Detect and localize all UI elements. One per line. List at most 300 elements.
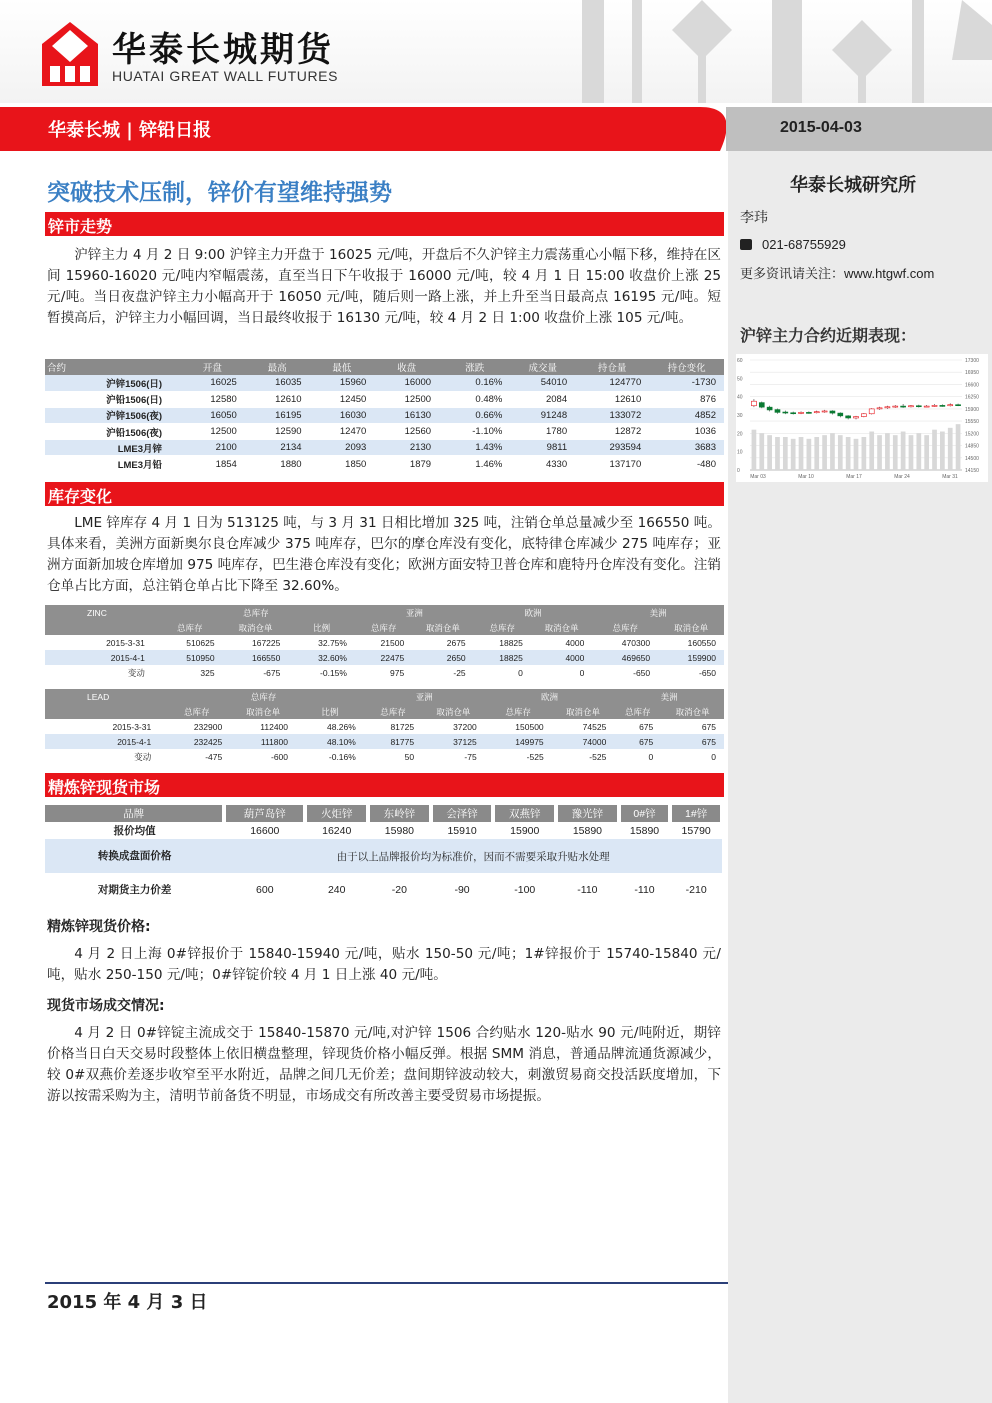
table-cell: 3683 [649,440,724,456]
table-cell: 12500 [180,424,245,440]
volume-bar [940,432,945,471]
price-cell: 16600 [250,824,280,837]
row-label: 2015-3-31 [106,637,145,648]
table-cell: 12590 [245,424,310,440]
contract-name: 沪锌1506(日) [45,375,180,391]
convert-note: 由于以上品牌报价均为标准价，因而不需要采取升贴水处理 [224,839,722,873]
table-row [45,749,724,764]
brand-header: 火炬锌 [305,805,368,822]
table-cell: 4000 [565,637,585,648]
y-left-tick-label: 60 [737,358,743,364]
table-cell: 12610 [245,391,310,407]
volume-bar [901,432,906,471]
volume-bar [759,433,764,470]
sub-header: 总库存 [157,620,223,635]
table-cell: 1854 [180,456,245,472]
phone-number: 021-68755929 [762,237,846,252]
candle-body [783,412,788,413]
phone-icon [740,239,752,250]
table-cell: 469650 [592,650,658,665]
candle-body [759,403,764,408]
table-cell: 111800 [230,734,296,749]
column-header: 最高 [245,359,310,375]
price-cell: 15980 [384,824,414,837]
group-header: 欧洲 [474,605,593,620]
table-cell: 510950 [157,650,223,665]
report-date: 2015-04-03 [780,119,862,136]
y-left-tick-label: 30 [737,413,743,419]
candle-body [940,405,945,406]
y-right-tick-label: 14150 [965,468,979,474]
column-header: 最低 [310,359,375,375]
chart-title: 沪锌主力合约近期表现： [740,326,917,345]
table-cell: 1880 [245,456,310,472]
inventory-paragraph: LME 锌库存 4 月 1 日为 513125 吨，与 3 月 31 日相比增加 325 吨，注销仓单总量减少至 166550 吨。具体来看，美洲方面新奥尔良仓库减少 375 吨库存，巴尔的摩仓库没有变化，底特律仓库减少 275 吨库存；亚洲方面新加坡仓库增加 975 吨库存，巴生港仓库没有变化；欧洲方面安特卫普仓库和鹿特丹仓库没有变化。注销仓单占比方面，总注销仓单占比下降至 32.60%。 [47,515,721,594]
volume-bar [948,428,953,470]
group-header: 总库存 [157,605,355,620]
zinc-trend-paragraph: 沪锌主力 4 月 2 日 9:00 沪锌主力开盘于 16025 元/吨，开盘后不久沪锌主力震荡重心小幅下移，维持在区间 15960-16020 元/吨内窄幅震荡，直至当日下午收报于 16000 元/吨，较 4 月 1 日 15:00 收盘价上涨 25 元/吨。当日夜盘沪锌主力小幅高开于 16050 元/吨，随后则一路上涨，并上升至当日最高点 16195 元/吨。短暂摸高后，沪锌主力小幅回调，当日最终收报于 16130 元/吨，较 4 月 2 日 1:00 收盘价上涨 105 元/吨。 [47,247,721,326]
section-heading-zinc-trend [45,212,724,236]
table-cell: 149975 [485,734,552,749]
y-left-tick-label: 50 [737,376,743,383]
x-tick-label: Mar 10 [798,474,814,480]
page-header [0,0,992,103]
table-cell: 0 [648,751,654,762]
volume-bar [956,424,961,470]
volume-bar [885,433,890,470]
table-cell: 74525 [582,721,607,732]
table-cell: 16050 [180,407,245,423]
table-cell: 4852 [649,407,724,423]
volume-bar [846,437,851,470]
table-row [45,456,724,472]
table-cell: 232425 [163,734,230,749]
candle-body [775,410,780,413]
table-cell: 293594 [575,440,649,456]
y-right-tick-label: 17300 [965,358,979,364]
volume-bar [767,435,772,470]
sub-header: 取消仓单 [552,704,615,719]
price-cell: 15900 [510,824,540,837]
table-cell: 510625 [186,637,215,648]
table-cell: -650 [633,667,651,678]
row-label: 转换成盘面价格 [45,839,224,873]
column-header: 持仓变化 [649,359,724,375]
section-heading-text: 锌市走势 [48,217,113,236]
group-header: 亚洲 [364,689,485,704]
brand-header: 0#锌 [619,805,671,822]
candle-body [901,406,906,407]
table-cell: 975 [389,667,405,678]
column-header: 成交量 [510,359,575,375]
y-right-tick-label: 16250 [965,394,979,401]
group-header: 美洲 [614,689,724,704]
candle-body [956,405,961,406]
table-cell: -600 [270,751,288,762]
candle-body [838,413,843,416]
table-row [45,424,724,440]
candle-body [853,417,858,418]
table-cell: 675 [639,721,654,732]
table-cell: 160550 [687,637,716,648]
x-tick-label: Mar 17 [846,474,862,480]
author-name: 李玮 [740,210,768,226]
table-cell: 16130 [374,407,439,423]
y-left-tick-label: 20 [737,431,743,438]
spot-deal-heading: 现货市场成交情况: [47,998,165,1014]
candle-body [767,407,772,410]
table-cell: 675 [661,734,724,749]
company-name-cn: 华泰长城期货 [112,30,334,70]
sub-header: 比例 [296,704,364,719]
table-cell: 81725 [390,721,415,732]
candle-body [908,406,913,407]
brand-header: 会泽锌 [431,805,494,822]
section-heading-spot-market [45,773,724,797]
price-row [45,822,722,839]
volume-bar [869,432,874,471]
table-row [45,665,724,680]
volume-bar [814,437,819,470]
table-cell: 0.48% [439,391,510,407]
candle-body [791,413,796,414]
table-cell: 4330 [510,456,575,472]
table-cell: 0 [518,667,523,678]
table-cell: -675 [263,667,281,678]
spot-brand-table [45,805,724,907]
y-right-tick-label: 16600 [965,382,979,389]
table-cell: 12872 [575,424,649,440]
table-cell: 1850 [310,456,375,472]
column-header: 持仓量 [575,359,649,375]
volume-bar [791,439,796,470]
group-header: 总库存 [163,689,364,704]
table-cell: 1036 [649,424,724,440]
candle-body [751,401,756,406]
table-cell: 16030 [310,407,375,423]
table-cell: 0 [711,751,716,762]
table-cell: 32.75% [318,637,347,648]
candle-body [877,408,882,409]
spread-cell: -20 [391,884,407,896]
table-row [45,391,724,407]
sub-header: 总库存 [163,704,230,719]
group-header: 美洲 [592,605,724,620]
sub-header: 总库存 [485,704,552,719]
section-heading-text: 精炼锌现货市场 [48,778,161,797]
volume-bar [861,437,866,470]
row-label: 报价均值 [113,825,156,837]
table-cell: -650 [698,667,716,678]
table-cell: 12470 [310,424,375,440]
section-heading-inventory [45,482,724,506]
table-cell: 12500 [374,391,439,407]
group-header: 欧洲 [485,689,615,704]
candle-body [830,411,835,413]
table-row [45,407,724,423]
y-right-tick-label: 14850 [965,443,979,450]
contract-name: 沪铅1506(日) [45,391,180,407]
group-header: 亚洲 [355,605,474,620]
group-header-row [45,605,724,620]
market-table [45,359,724,473]
table-cell: 18825 [499,637,523,648]
y-left-tick-label: 40 [737,394,743,401]
table-row [45,734,724,749]
price-cell: 15890 [572,824,603,837]
table-cell: 0.66% [439,407,510,423]
table-cell: 133072 [575,407,649,423]
sub-header: 取消仓单 [223,620,289,635]
table-cell: -480 [649,456,724,472]
lead-stock-table [45,689,724,764]
table-cell: 12610 [575,391,649,407]
table-cell: 1879 [374,456,439,472]
table-cell: 12560 [374,424,439,440]
sub-header: 总库存 [474,620,531,635]
table-cell: -1.10% [439,424,510,440]
sub-header: 取消仓单 [658,620,724,635]
table-cell: 16195 [245,407,310,423]
volume-bar [916,433,921,470]
company-name-en: HUATAI GREAT WALL FUTURES [112,68,339,84]
table-cell: 124770 [575,375,649,391]
table-cell: 16025 [180,375,245,391]
table-cell: 15960 [310,375,375,391]
brand-header: 双燕锌 [493,805,556,822]
section-heading-text: 库存变化 [48,487,113,506]
footer-date: 2015 年 4 月 3 日 [47,1292,208,1313]
row-label: 2015-4-1 [45,734,163,749]
table-cell: 2675 [446,637,466,648]
table-cell: -525 [589,751,607,762]
candle-body [924,406,929,407]
table-cell: 74000 [552,734,615,749]
candle-body [799,412,804,413]
brand-header: 豫光锌 [556,805,619,822]
table-cell: 1780 [510,424,575,440]
table-cell: 1.46% [439,456,510,472]
column-header: 开盘 [180,359,245,375]
y-right-tick-label: 16950 [965,370,979,377]
price-cell: 15910 [447,824,477,837]
zinc-stock-table [45,605,724,680]
volume-bar [775,437,780,470]
candle-body [814,412,819,413]
y-right-tick-label: 15900 [965,406,979,413]
main-title: 突破技术压制，锌价有望维持强势 [47,180,392,206]
spread-cell: -110 [577,884,598,896]
spread-cell: -210 [685,884,707,896]
contract-name: LME3月铅 [45,456,180,472]
sub-header: 比例 [288,620,355,635]
table-cell: 22475 [355,650,412,665]
price-cell: 15890 [629,824,660,837]
volume-bar [909,435,914,470]
footer-divider [45,1282,728,1284]
sub-header-row [45,704,724,719]
table-cell: 159900 [658,650,724,665]
table-cell: 2100 [180,440,245,456]
sub-header: 取消仓单 [531,620,593,635]
candle-body [869,409,874,414]
sub-header: 取消仓单 [412,620,474,635]
spot-deal-paragraph: 4 月 2 日 0#锌锭主流成交于 15840-15870 元/吨,对沪锌 1506 合约贴水 120-贴水 90 元/吨附近，期锌价格当日白天交易时段整体上依旧横盘整理，锌现货价格小幅反弹。根据 SMM 消息，普通品牌流通货源减少，较 0#双燕价差逐步收窄至平水附近，品牌之间几无价差；盘间期锌波动较大，刺激贸易商交投活跃度增加，下游以按需采购为主，清明节前备货不明显，市场成交有所改善主要受贸易市场提振。 [47,1025,721,1104]
y-left-tick-label: 0 [737,468,740,474]
sub-header: 总库存 [614,704,661,719]
table-cell: 48.10% [296,734,364,749]
spread-cell: -100 [514,884,536,896]
more-info-label: 更多资讯请关注： [740,267,845,282]
table-row [45,375,724,391]
sub-header: 取消仓单 [661,704,724,719]
table-cell: 325 [200,667,215,678]
company-logo [42,22,98,86]
sub-header: 总库存 [355,620,412,635]
table-cell: 876 [649,391,724,407]
candle-body [893,406,898,407]
table-cell: 54010 [510,375,575,391]
price-cell: 15790 [681,824,711,837]
table-cell: -75 [464,751,477,762]
sub-header-row [45,620,724,635]
volume-bar [932,430,937,470]
volume-bar [854,439,859,470]
y-right-tick-label: 14500 [965,455,979,462]
institute-name: 华泰长城研究所 [790,175,916,196]
brand-header: 东岭锌 [368,805,431,822]
table-cell: 81775 [364,734,422,749]
sub-header: 总库存 [364,704,422,719]
table-row [45,635,724,650]
table-cell: 2093 [310,440,375,456]
volume-bar [838,435,843,470]
table-cell: 167225 [251,637,281,648]
table-row [45,719,724,734]
table-cell: 50 [404,751,415,762]
row-label: 2015-3-31 [112,721,152,732]
price-chart [736,354,988,482]
table-row [45,440,724,456]
table-cell: -525 [526,751,544,762]
brand-header-row [45,805,722,822]
table-cell: -475 [205,751,223,762]
contract-name: 沪锌1506(夜) [45,407,180,423]
brand-header: 葫芦岛锌 [224,805,305,822]
table-cell: 21500 [380,637,405,648]
table-cell: -25 [453,667,466,678]
y-right-tick-label: 15550 [965,419,979,426]
table-cell: 2134 [245,440,310,456]
candle-body [916,406,921,407]
volume-bar [822,435,827,470]
table-cell: 18825 [474,650,531,665]
report-title: 华泰长城 | 锌铅日报 [48,120,212,141]
volume-bar [783,437,788,470]
header-decoration [572,0,992,103]
x-tick-label: Mar 24 [894,474,910,480]
table-cell: 37125 [422,734,485,749]
candle-body [822,411,827,412]
volume-bar [799,437,804,470]
market-table-header [45,359,724,375]
table-cell: 166550 [223,650,289,665]
spot-price-paragraph: 4 月 2 日上海 0#锌报价于 15840-15940 元/吨，贴水 150-50 元/吨；1#锌报价于 15740-15840 元/吨，贴水 250-150 元/吨；0#锌锭价较 4 月 1 日上涨 40 元/吨。 [47,946,721,983]
row-label: 2015-4-1 [45,650,157,665]
table-row [45,650,724,665]
brand-header: 1#锌 [670,805,722,822]
row-label: 变动 [134,751,152,762]
column-header: 涨跌 [439,359,510,375]
contract-name: 沪铅1506(夜) [45,424,180,440]
volume-bar [924,435,929,470]
table-cell: 12450 [310,391,375,407]
sub-header: 总库存 [592,620,658,635]
table-cell: 4000 [531,650,593,665]
table-cell: 2130 [374,440,439,456]
table-cell: 0 [579,667,585,678]
table-cell: 16000 [374,375,439,391]
price-cell: 16240 [322,824,352,837]
candle-body [846,416,851,418]
metal-label: LEAD [45,689,163,704]
candle-body [806,412,811,413]
y-right-tick-label: 15200 [965,431,979,438]
table-cell: 48.26% [326,721,356,732]
spread-cell: -110 [634,884,655,896]
column-header: 收盘 [374,359,439,375]
phone-row [740,237,846,252]
volume-bar [752,430,757,470]
sub-header-blank [45,620,157,635]
spot-price-heading: 精炼锌现货价格: [47,919,151,935]
y-left-tick-label: 10 [737,449,743,456]
table-cell: -0.16% [328,751,356,762]
table-cell: 675 [701,721,716,732]
contract-name: LME3月锌 [45,440,180,456]
metal-label: ZINC [45,605,157,620]
table-cell: 37200 [453,721,477,732]
more-info [740,263,934,282]
volume-bar [877,435,882,470]
spread-cell: 600 [256,884,274,896]
table-cell: 675 [614,734,661,749]
x-tick-label: Mar 03 [750,474,766,480]
candle-body [932,405,937,406]
table-cell: 2650 [412,650,474,665]
volume-bar [893,435,898,470]
table-cell: 1.43% [439,440,510,456]
candle-body [948,405,953,406]
sub-header-blank [45,704,163,719]
table-cell: 0.16% [439,375,510,391]
table-cell: 137170 [575,456,649,472]
table-cell: -0.15% [320,667,347,678]
table-cell: 16035 [245,375,310,391]
row-label: 对期货主力价差 [97,884,172,896]
spread-cell: -90 [454,884,470,896]
volume-bar [830,433,835,470]
table-cell: 91248 [510,407,575,423]
candle-body [885,407,890,408]
website-link[interactable]: www.htgwf.com [844,266,935,281]
brand-header: 品牌 [45,805,224,822]
table-cell: 112400 [260,721,288,732]
row-label: 变动 [127,667,145,678]
table-cell: 32.60% [288,650,355,665]
table-cell: 232900 [193,721,223,732]
table-cell: -1730 [649,375,724,391]
